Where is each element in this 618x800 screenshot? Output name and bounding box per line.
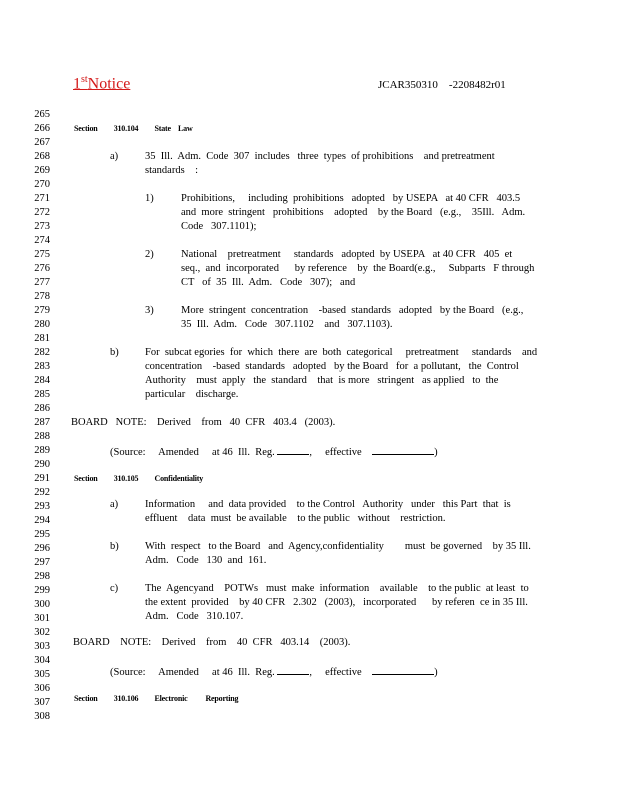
line-number: 293 [34,501,50,512]
line-number: 307 [34,697,50,708]
paragraph-line: More stringent concentration -based standards adopted by the Board (e.g., [181,305,524,316]
paragraph-line: Code 307.1101); [181,221,257,232]
paragraph-line: effluent data must be available to the public without restriction. [145,513,446,524]
section-number: 310.106 [113,694,139,703]
line-number: 275 [34,249,50,260]
line-number: 267 [34,137,50,148]
line-number: 305 [34,669,50,680]
item-label-2: 2) [145,249,154,260]
line-number: 281 [34,333,50,344]
line-number: 288 [34,431,50,442]
line-number: 283 [34,361,50,372]
board-note: BOARD NOTE: Derived from 40 CFR 403.4 (2003). [71,417,336,428]
line-number: 266 [34,123,50,134]
line-number: 292 [34,487,50,498]
paragraph-line: National pretreatment standards adopted by USEPA at 40 CFR 405 et [181,249,513,260]
line-number: 273 [34,221,50,232]
paragraph-line: CT of 35 Ill. Adm. Code 307); and [181,277,356,288]
paragraph-line: 35 Ill. Adm. Code 307 includes three types of prohibitions and pretreatment [145,151,495,162]
section-title: Electronic Reporting [154,694,239,703]
line-number: 277 [34,277,50,288]
paragraph-line: the extent provided by 40 CFR 2.302 (2003), incorporated by referen ce in 35 Ill. [145,597,528,608]
paragraph-line: Prohibitions, including prohibitions adopted by USEPA at 40 CFR 403.5 [181,193,521,204]
paragraph-line: Adm. Code 130 and 161. [145,555,267,566]
source-close: ) [434,667,438,678]
line-number: 297 [34,557,50,568]
jcar-code [378,79,506,91]
subsection-label-b: b) [110,347,119,358]
reg-blank [277,444,309,455]
paragraph-line: With respect to the Board and Agency,confidentiality must be governed by 35 Ill. [145,541,531,552]
line-number: 280 [34,319,50,330]
line-number: 286 [34,403,50,414]
source-prefix: (Source: Amended at 46 Ill. Reg. [110,667,275,678]
line-number: 291 [34,473,50,484]
paragraph-line: standards : [145,165,199,176]
line-number: 269 [34,165,50,176]
line-number: 308 [34,711,50,722]
paragraph-line: Authority must apply the standard that is more stringent as applied to the [145,375,499,386]
line-number: 268 [34,151,50,162]
subsection-label-a: a) [110,499,119,510]
section-heading-310-106 [74,692,238,706]
section-label: Section [74,694,98,703]
line-number: 296 [34,543,50,554]
line-number: 304 [34,655,50,666]
paragraph-line: concentration -based standards adopted by the Board for a pollutant, the Control [145,361,519,372]
line-number: 289 [34,445,50,456]
effective-blank [372,444,434,455]
notice-ordinal: 1 [73,75,81,93]
line-number: 290 [34,459,50,470]
paragraph-line: particular discharge. [145,389,239,400]
notice-heading [73,74,140,93]
paragraph-line: seq., and incorporated by reference by the Board(e.g., Subparts F through [181,263,535,274]
line-number: 300 [34,599,50,610]
section-title: Confidentiality [154,474,204,483]
source-close: ) [434,447,438,458]
section-heading-310-105 [74,472,203,486]
doc-number: -2208482r01 [448,79,506,91]
paragraph-line: Information and data provided to the Control Authority under this Part that is [145,499,511,510]
paragraph-line: 35 Ill. Adm. Code 307.1102 and 307.1103). [181,319,393,330]
line-number: 265 [34,109,50,120]
subsection-label-b: b) [110,541,119,552]
paragraph-line: and more stringent prohibitions adopted by the Board (e.g., 35Ill. Adm. [181,207,526,218]
line-number: 294 [34,515,50,526]
section-heading-310-104 [74,122,193,136]
section-label: Section [74,474,98,483]
line-number: 271 [34,193,50,204]
source-effective: , effective [309,447,362,458]
subsection-label-a: a) [110,151,119,162]
line-number: 295 [34,529,50,540]
notice-word: Notice [87,75,131,93]
line-number: 282 [34,347,50,358]
line-number: 284 [34,375,50,386]
line-number: 272 [34,207,50,218]
line-number: 303 [34,641,50,652]
item-label-3: 3) [145,305,154,316]
line-number: 285 [34,389,50,400]
source-line [110,664,438,680]
board-note: BOARD NOTE: Derived from 40 CFR 403.14 (2003). [73,637,351,648]
source-line [110,444,438,460]
line-number: 274 [34,235,50,246]
jcar-code-value: JCAR350310 [378,79,438,91]
source-prefix: (Source: Amended at 46 Ill. Reg. [110,447,275,458]
item-label-1: 1) [145,193,154,204]
section-label: Section [74,124,98,133]
section-number: 310.105 [113,474,139,483]
section-number: 310.104 [113,124,139,133]
notice-suffix: st [81,74,88,85]
subsection-label-c: c) [110,583,119,594]
section-title: State Law [154,124,193,133]
source-effective: , effective [309,667,362,678]
line-number: 278 [34,291,50,302]
effective-blank [372,664,434,675]
paragraph-line: Adm. Code 310.107. [145,611,244,622]
line-number: 279 [34,305,50,316]
line-number: 276 [34,263,50,274]
line-number: 299 [34,585,50,596]
line-number: 306 [34,683,50,694]
paragraph-line: The Agencyand POTWs must make information available to the public at least to [145,583,529,594]
reg-blank [277,664,309,675]
paragraph-line: For subcat egories for which there are both categorical pretreatment standards and [145,347,538,358]
line-number: 270 [34,179,50,190]
line-number: 301 [34,613,50,624]
line-number: 298 [34,571,50,582]
line-number: 302 [34,627,50,638]
line-number: 287 [34,417,50,428]
